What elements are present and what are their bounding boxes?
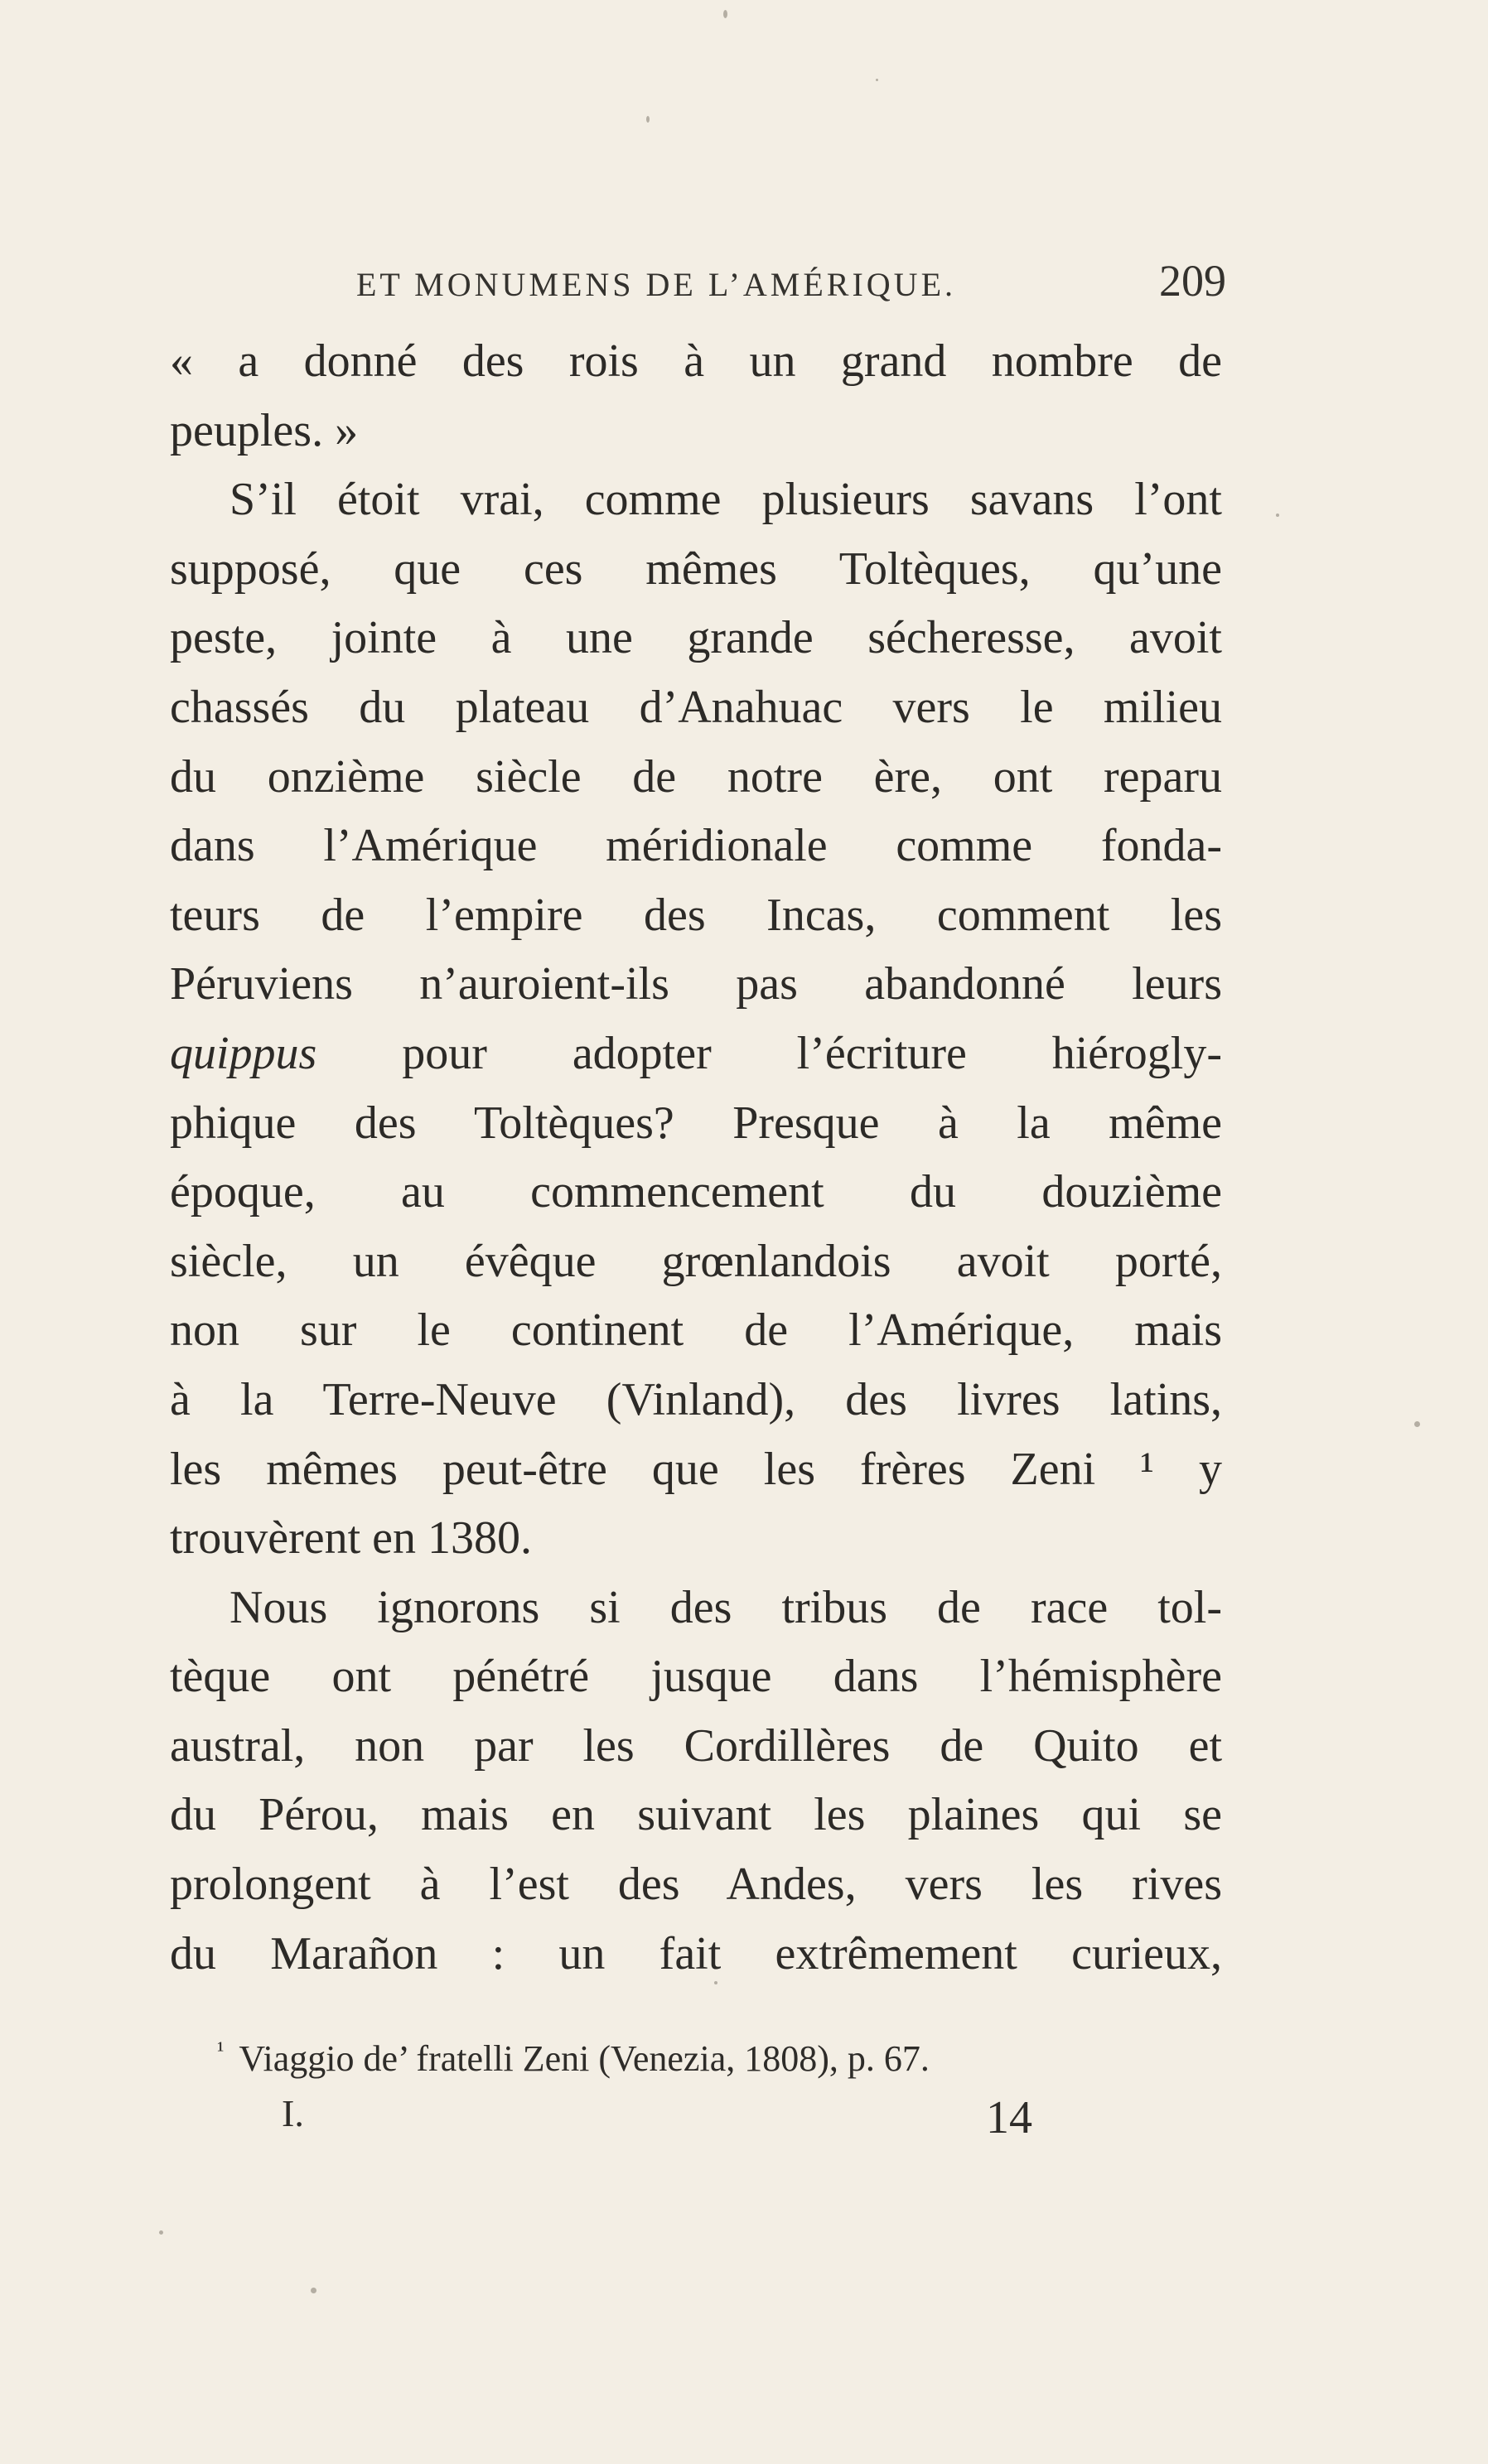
footnote-text: Viaggio de’ fratelli Zeni (Venezia, 1808), p. 67.	[239, 2038, 930, 2079]
paper-speck	[1414, 1421, 1420, 1427]
paper-speck	[159, 2230, 163, 2235]
running-head: ET MONUMENS DE L’AMÉRIQUE.	[356, 266, 956, 303]
paper-speck	[646, 116, 650, 123]
text-line: « a donné des rois à un grand nombre de	[170, 335, 1222, 387]
text-line: à la Terre-Neuve (Vinland), des livres latins,	[170, 1373, 1222, 1425]
text-line: tèque ont pénétré jusque dans l’hémisphère	[170, 1651, 1222, 1703]
text-line: du Marañon : un fait extrêmement curieux,	[170, 1927, 1222, 1979]
text-line: peuples. »	[170, 404, 359, 456]
text-line	[170, 1020, 1222, 1089]
text-line: dans l’Amérique méridionale comme fonda-	[170, 820, 1222, 872]
text-line: du Pérou, mais en suivant les plaines qui se	[170, 1789, 1222, 1841]
paper-speck	[723, 10, 727, 18]
text-line: non sur le continent de l’Amérique, mais	[170, 1304, 1222, 1357]
paragraph-start-line: S’il étoit vrai, comme plusieurs savans l’ont	[229, 474, 1222, 526]
paragraph-start-line: Nous ignorons si des tribus de race tol-	[229, 1581, 1222, 1633]
page-footer	[282, 2091, 1044, 2149]
text-line: teurs de l’empire des Incas, comment les	[170, 889, 1222, 941]
text-line: austral, non par les Cordillères de Quito et	[170, 1719, 1222, 1772]
body-text	[170, 327, 1222, 1989]
text-line: prolongent à l’est des Andes, vers les rives	[170, 1859, 1222, 1911]
text-line: Péruviens n’auroient-ils pas abandonné leurs	[170, 958, 1222, 1010]
volume-signature: I.	[282, 2092, 304, 2134]
text-line: phique des Toltèques? Presque à la même	[170, 1097, 1222, 1149]
paper-speck	[876, 79, 878, 81]
line-remainder: pour adopter l’écriture hiérogly-	[316, 1027, 1222, 1079]
page-number: 209	[1159, 256, 1226, 306]
paper-speck	[1276, 514, 1279, 517]
text-line: peste, jointe à une grande sécheresse, avoit	[170, 612, 1222, 664]
italic-word: quippus	[170, 1027, 317, 1079]
text-line: les mêmes peut-être que les frères Zeni ¹ y	[170, 1443, 1222, 1495]
text-line: chassés du plateau d’Anahuac vers le milieu	[170, 681, 1222, 733]
footnote	[217, 2037, 1228, 2080]
text-line: siècle, un évêque grœnlandois avoit porté,	[170, 1235, 1222, 1287]
text-line: trouvèrent en 1380.	[170, 1512, 532, 1565]
paper-speck	[311, 2288, 316, 2293]
text-line: supposé, que ces mêmes Toltèques, qu’une	[170, 542, 1222, 595]
page-header	[356, 255, 1226, 305]
text-line: époque, au commencement du douzième	[170, 1166, 1222, 1218]
gathering-signature: 14	[986, 2092, 1032, 2143]
paper-speck	[714, 1981, 717, 1984]
footnote-marker: ¹	[217, 2037, 225, 2064]
text-line: du onzième siècle de notre ère, ont reparu	[170, 750, 1222, 803]
